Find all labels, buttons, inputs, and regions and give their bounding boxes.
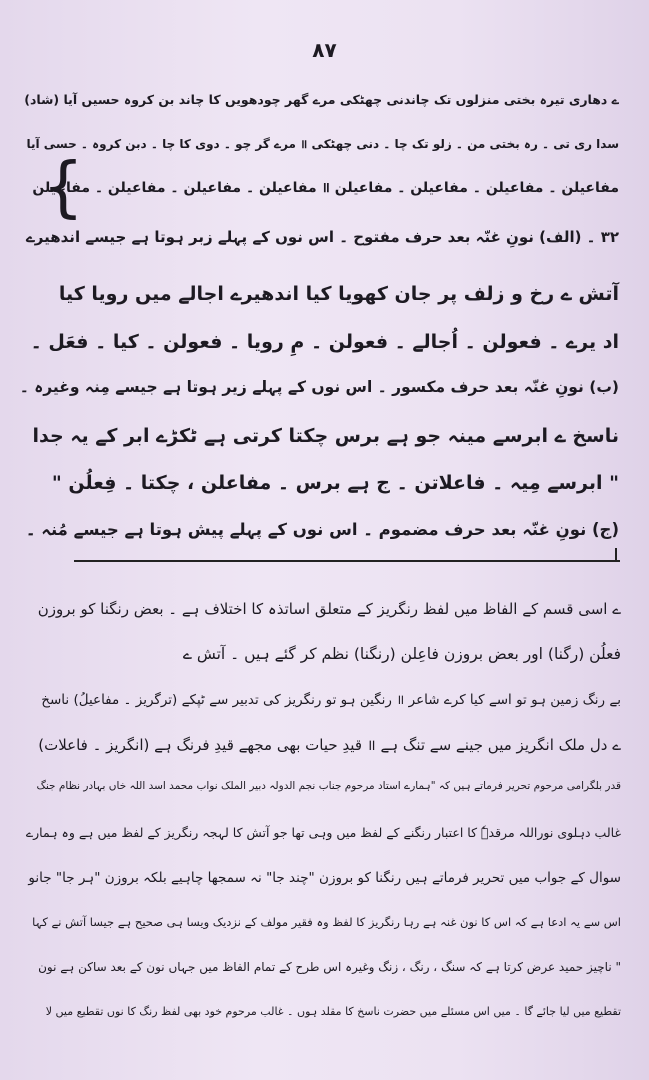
brace-mark: { — [42, 148, 84, 225]
body-line-10: (ج) نونِ غنّہ بعد حرف مضموم ۔ اس نوں کے پہلے پیش ہوتا ہے جیسے مُنہ ۔ — [25, 520, 619, 539]
footnote-line-7: سوال کے جواب میں تحریر فرماتے ہیں رنگنا کو بروزن "چند جا" نہ سمجھا چاہیے بلکہ بروزن "ہر جا" جانو — [28, 870, 621, 886]
footnote-line-10: تقطیع میں لیا جائے گا ۔ میں اس مسئلے میں حضرت ناسخ کا مقلد ہوں ۔ غالب مرحوم خود بھی لفظ رنگ کا نوں تقطیع میں لا — [45, 1005, 621, 1018]
body-line-3: مفاعیلن ۔ مفاعیلن ۔ مفاعیلن ۔ مفاعیلن ॥ مفاعیلن ۔ مفاعیلن ۔ مفاعیلن ۔ مفاعیلن — [32, 180, 619, 196]
body-line-8: ناسخ ے ابرسے مینہ جو ہے برس چکتا کرتی ہے ٹکڑے ابر کے یہ جدا — [32, 425, 619, 447]
footnote-divider — [74, 560, 620, 562]
footnote-line-4: ے دل ملک انگریز میں جینے سے تنگ ہے ॥ قیدِ حیات بھی مجھے قیدِ فرنگ ہے (انگریز ۔ فاعلات) — [38, 736, 621, 754]
body-line-4: ۳۲ ۔ (الف) نونِ غنّہ بعد حرف مفتوح ۔ اس نوں کے پہلے زبر ہوتا ہے جیسے اندھیرے — [26, 228, 619, 246]
footnote-line-6: غالب دہلوی نوراللہ مرقدہٗ کا اعتبار رنگنے کے لفظ میں وہی تھا جو آتش کا لہجہ رنگریز کے لفظ میں ہے وہ ہمارے — [25, 825, 621, 840]
footnote-line-5: قدر بلگرامی مرحوم تحریر فرماتے ہیں کہ "ہمارے استاد مرحوم جناب نجم الدولہ دبیر الملک نواب محمد اسد اللہ خاں بہادر نظام جنگ — [36, 780, 621, 792]
footnote-line-2: فعلُن (رگنا) اور بعض بروزن فاعِلن (رنگنا) نظم کر گئے ہیں ۔ آتش ے — [182, 645, 621, 663]
body-line-1: ے دھاری تیرہ بختی منزلوں تک چاندنی چھٹکی مرے گھر چودھویں کا چاند بن کروہ حسیں آیا (شاد) — [24, 92, 619, 107]
footnote-line-9: " ناچیز حمید عرض کرتا ہے کہ سنگ ، رنگ ، زنگ وغیرہ اس طرح کے تمام الفاظ میں جہاں نون کے بعد ساکن ہے نون — [38, 960, 621, 974]
body-line-2: سدا ری تی ۔ رہ بختی من ۔ زلو تک چا ۔ دنی چھٹکی ॥ مرے گر چو ۔ دوی کا چا ۔ دبن کروہ ۔ حسی آیا — [26, 137, 619, 151]
footnote-line-8: اس سے یہ ادعا ہے کہ اس کا نون غنہ ہے رہا رنگریز کا لفظ وہ فقیر مولف کے نزدیک ویسا ہی صحیح ہے جیسا آتش نے کہا — [32, 915, 621, 929]
body-line-7: (ب) نونِ غنّہ بعد حرف مکسور ۔ اس نوں کے پہلے زیر ہوتا ہے جیسے مِنہ وغیرہ ۔ — [19, 378, 619, 396]
body-line-5: آتش ے رخ و زلف پر جان کھویا کیا اندھیرے اجالے میں رویا کیا — [58, 283, 619, 305]
body-line-9: " ابرسے مِیہ ۔ فاعلاتن ۔ ج ہے برس ۔ مفاعلن ، چکتا ۔ فِعلُن " — [51, 472, 619, 494]
page-number: ۸۷ — [312, 38, 337, 62]
footnote-line-3: بے رنگ زمین ہو تو اسے کیا کرے شاعر ॥ رنگین ہو تو رنگریز کی تدبیر سے ٹپکے (ترگریز ۔ مفاعیلُ) ناسخ — [41, 692, 621, 708]
body-line-6: اد یرے ۔ فعولن ۔ اُجالے ۔ فعولن ۔ مِ رویا ۔ فعولن ۔ کیا ۔ فعَل ۔ — [30, 331, 619, 353]
footnote-line-1: ے اسی قسم کے الفاظ میں لفظ رنگریز کے متعلق اساتذہ کا اختلاف ہے ۔ بعض رنگنا کو بروزن — [37, 600, 621, 618]
